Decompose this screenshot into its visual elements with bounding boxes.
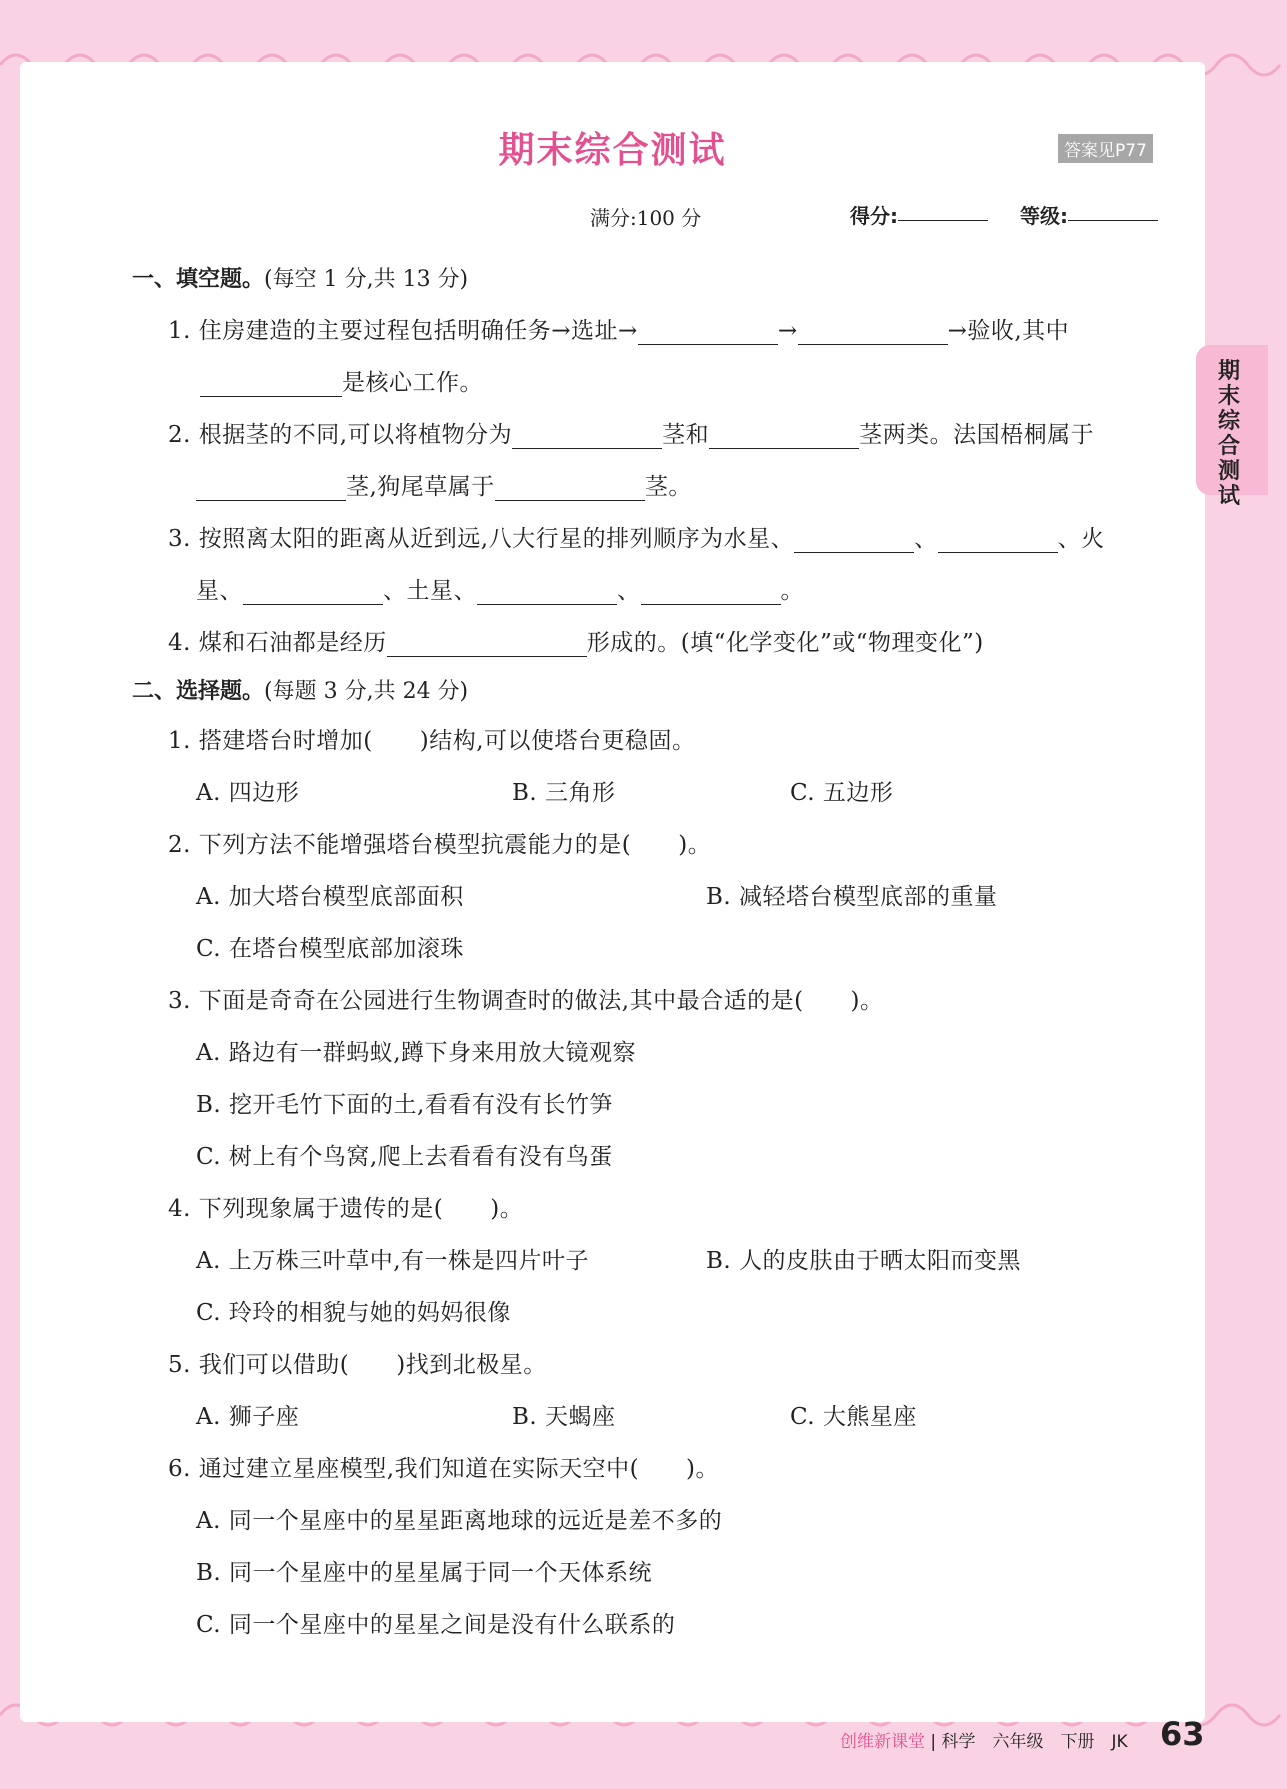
question-text: 2. 根据茎的不同,可以将植物分为 <box>168 422 513 448</box>
question-2-2: 2. 下列方法不能增强塔台模型抗震能力的是( )。 <box>168 832 712 858</box>
question-text: 形成的。(填“化学变化”或“物理变化”) <box>586 630 984 656</box>
question-text: 茎。 <box>644 474 692 500</box>
section-note: (每题 3 分,共 24 分) <box>264 679 469 704</box>
answer-blank[interactable] <box>495 476 645 501</box>
option-a[interactable]: A. 狮子座 <box>196 1404 300 1430</box>
question-text: 3. 按照离太阳的距离从近到远,八大行星的排列顺序为水星、 <box>168 526 795 552</box>
question-text: 、土星、 <box>383 578 477 604</box>
question-text: 是核心工作。 <box>342 370 483 396</box>
footer <box>840 1715 1210 1753</box>
answer-blank[interactable] <box>938 528 1058 553</box>
question-1-3 <box>168 520 1105 553</box>
question-text: 、 <box>617 578 641 604</box>
question-text: → <box>777 318 798 344</box>
answer-blank[interactable] <box>641 580 781 605</box>
grade-blank[interactable] <box>1068 200 1158 221</box>
section-note: (每空 1 分,共 13 分) <box>264 267 469 292</box>
answer-blank[interactable] <box>477 580 617 605</box>
answer-blank[interactable] <box>196 476 346 501</box>
question-text: 1. 住房建造的主要过程包括明确任务→选址→ <box>168 318 638 344</box>
course-info: 科学 六年级 下册 JK <box>941 1732 1128 1752</box>
answer-blank[interactable] <box>243 580 383 605</box>
option-b[interactable]: B. 减轻塔台模型底部的重量 <box>706 884 998 910</box>
question-text: →验收,其中 <box>947 318 1070 344</box>
score-field[interactable] <box>850 200 898 229</box>
exam-sheet <box>20 62 1205 1753</box>
question-1-3-cont <box>196 572 804 605</box>
option-a[interactable]: A. 上万株三叶草中,有一株是四片叶子 <box>196 1248 590 1274</box>
option-c[interactable]: C. 玲玲的相貌与她的妈妈很像 <box>196 1300 511 1326</box>
question-text: 。 <box>780 578 804 604</box>
question-text: 4. 煤和石油都是经历 <box>168 630 387 656</box>
answer-reference-badge: 答案见P77 <box>1058 134 1153 163</box>
full-score-label: 满分:100 分 <box>590 206 702 230</box>
option-c[interactable]: C. 同一个星座中的星星之间是没有什么联系的 <box>196 1612 676 1638</box>
answer-blank[interactable] <box>798 320 948 345</box>
option-c[interactable]: C. 大熊星座 <box>790 1404 917 1430</box>
grade-field[interactable] <box>1020 200 1068 229</box>
question-text: 星、 <box>196 578 243 604</box>
section-title: 一、填空题。 <box>132 267 265 292</box>
option-b[interactable]: B. 同一个星座中的星星属于同一个天体系统 <box>196 1560 653 1586</box>
page-title: 期末综合测试 <box>498 130 727 171</box>
side-tab <box>1196 345 1268 509</box>
section-title: 二、选择题。 <box>132 679 265 704</box>
answer-blank[interactable] <box>638 320 778 345</box>
option-c[interactable]: C. 在塔台模型底部加滚珠 <box>196 936 464 962</box>
question-1-2 <box>168 416 1094 449</box>
option-a[interactable]: A. 四边形 <box>196 780 300 806</box>
score-label: 得分: <box>850 204 898 228</box>
question-text: 、火 <box>1057 526 1105 552</box>
question-2-1: 1. 搭建塔台时增加( )结构,可以使塔台更稳固。 <box>168 728 696 754</box>
side-tab-label: 期末综合测试 <box>1218 359 1241 509</box>
brand-label: 创维新课堂 <box>840 1732 925 1752</box>
option-c[interactable]: C. 树上有个鸟窝,爬上去看看有没有鸟蛋 <box>196 1144 613 1170</box>
answer-blank[interactable] <box>387 632 587 657</box>
question-2-4: 4. 下列现象属于遗传的是( )。 <box>168 1196 524 1222</box>
question-2-5: 5. 我们可以借助( )找到北极星。 <box>168 1352 547 1378</box>
option-b[interactable]: B. 人的皮肤由于晒太阳而变黑 <box>706 1248 1022 1274</box>
score-blank[interactable] <box>898 200 988 221</box>
option-c[interactable]: C. 五边形 <box>790 780 894 806</box>
question-text: 茎和 <box>662 422 710 448</box>
question-text: 茎,狗尾草属于 <box>346 474 495 500</box>
option-a[interactable]: A. 同一个星座中的星星距离地球的远近是差不多的 <box>196 1508 723 1534</box>
question-text: 茎两类。法国梧桐属于 <box>859 422 1095 448</box>
question-1-4 <box>168 624 984 657</box>
question-1-2-cont <box>196 468 692 501</box>
footer-divider: | <box>925 1732 942 1752</box>
option-b[interactable]: B. 三角形 <box>512 780 616 806</box>
option-b[interactable]: B. 挖开毛竹下面的土,看看有没有长竹笋 <box>196 1092 613 1118</box>
option-a[interactable]: A. 加大塔台模型底部面积 <box>196 884 464 910</box>
answer-blank[interactable] <box>794 528 914 553</box>
option-b[interactable]: B. 天蝎座 <box>512 1404 616 1430</box>
question-text: 、 <box>914 526 938 552</box>
grade-label: 等级: <box>1020 204 1068 228</box>
answer-blank[interactable] <box>709 424 859 449</box>
option-a[interactable]: A. 路边有一群蚂蚁,蹲下身来用放大镜观察 <box>196 1040 637 1066</box>
answer-blank[interactable] <box>200 372 342 397</box>
question-2-6: 6. 通过建立星座模型,我们知道在实际天空中( )。 <box>168 1456 720 1482</box>
question-1-1-cont <box>200 364 483 397</box>
section-choice-heading <box>132 674 468 705</box>
question-2-3: 3. 下面是奇奇在公园进行生物调查时的做法,其中最合适的是( )。 <box>168 988 884 1014</box>
answer-blank[interactable] <box>512 424 662 449</box>
section-fill-in-heading <box>132 262 468 293</box>
page-number: 63 <box>1160 1715 1205 1753</box>
question-1-1 <box>168 312 1069 345</box>
